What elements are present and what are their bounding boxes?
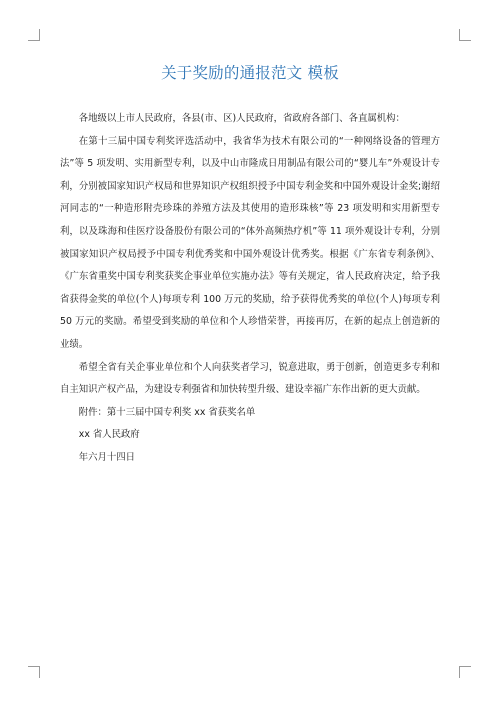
crop-mark-bottom-right [459,666,471,678]
attachment-line: 附件：第十三届中国专利奖 xx 省获奖名单 [78,406,256,418]
document-title: 关于奖励的通报范文 模板 [161,64,339,82]
crop-mark-top-left [28,29,40,41]
issuer-line: xx 省人民政府 [78,429,140,441]
body-paragraph-1: 在第十三届中国专利奖评选活动中，我省华为技术有限公司的“一种网络设备的管理方法”等 5 项发明、实用新型专利，以及中山市隆成日用制品有限公司的“婴儿车”外观设计专利，分别被国家知识产权局和世界知识产权组织授予中国专利金奖和中国外观设计金奖;谢绍河同志的“一种造形附壳珍珠的养殖方法及其使用的造形珠核”等 23 项发明和实用新型专利，以及珠海和佳医疗设备股份有限公司的“体外高频热疗机”等 11 项外观设计专利，分别被国家知识产权局授予中国专利优秀奖和中国外观设计优秀奖。根据《广东省专利条例》、《广东省重奖中国专利奖获奖企事业单位实施办法》等有关规定，省人民政府决定，给予我省获得金奖的单位(个人)每项专利 100 万元的奖励，给予获得优秀奖的单位(个人)每项专利 50 万元的奖励。希望受到奖励的单位和个人珍惜荣誉，再接再厉，在新的起点上创造新的业绩。 [60,135,440,350]
crop-mark-bottom-left [28,666,40,678]
salutation: 各地级以上市人民政府，各县(市、区)人民政府，省政府各部门、各直属机构： [78,113,405,124]
date-line: 年六月十四日 [78,451,136,463]
document-body [60,108,440,470]
body-paragraph-2: 希望全省有关企事业单位和个人向获奖者学习，锐意进取，勇于创新，创造更多专利和自主知识产权产品，为建设专利强省和加快转型升级、建设幸福广东作出新的更大贡献。 [60,361,440,396]
crop-mark-top-right [459,29,471,41]
